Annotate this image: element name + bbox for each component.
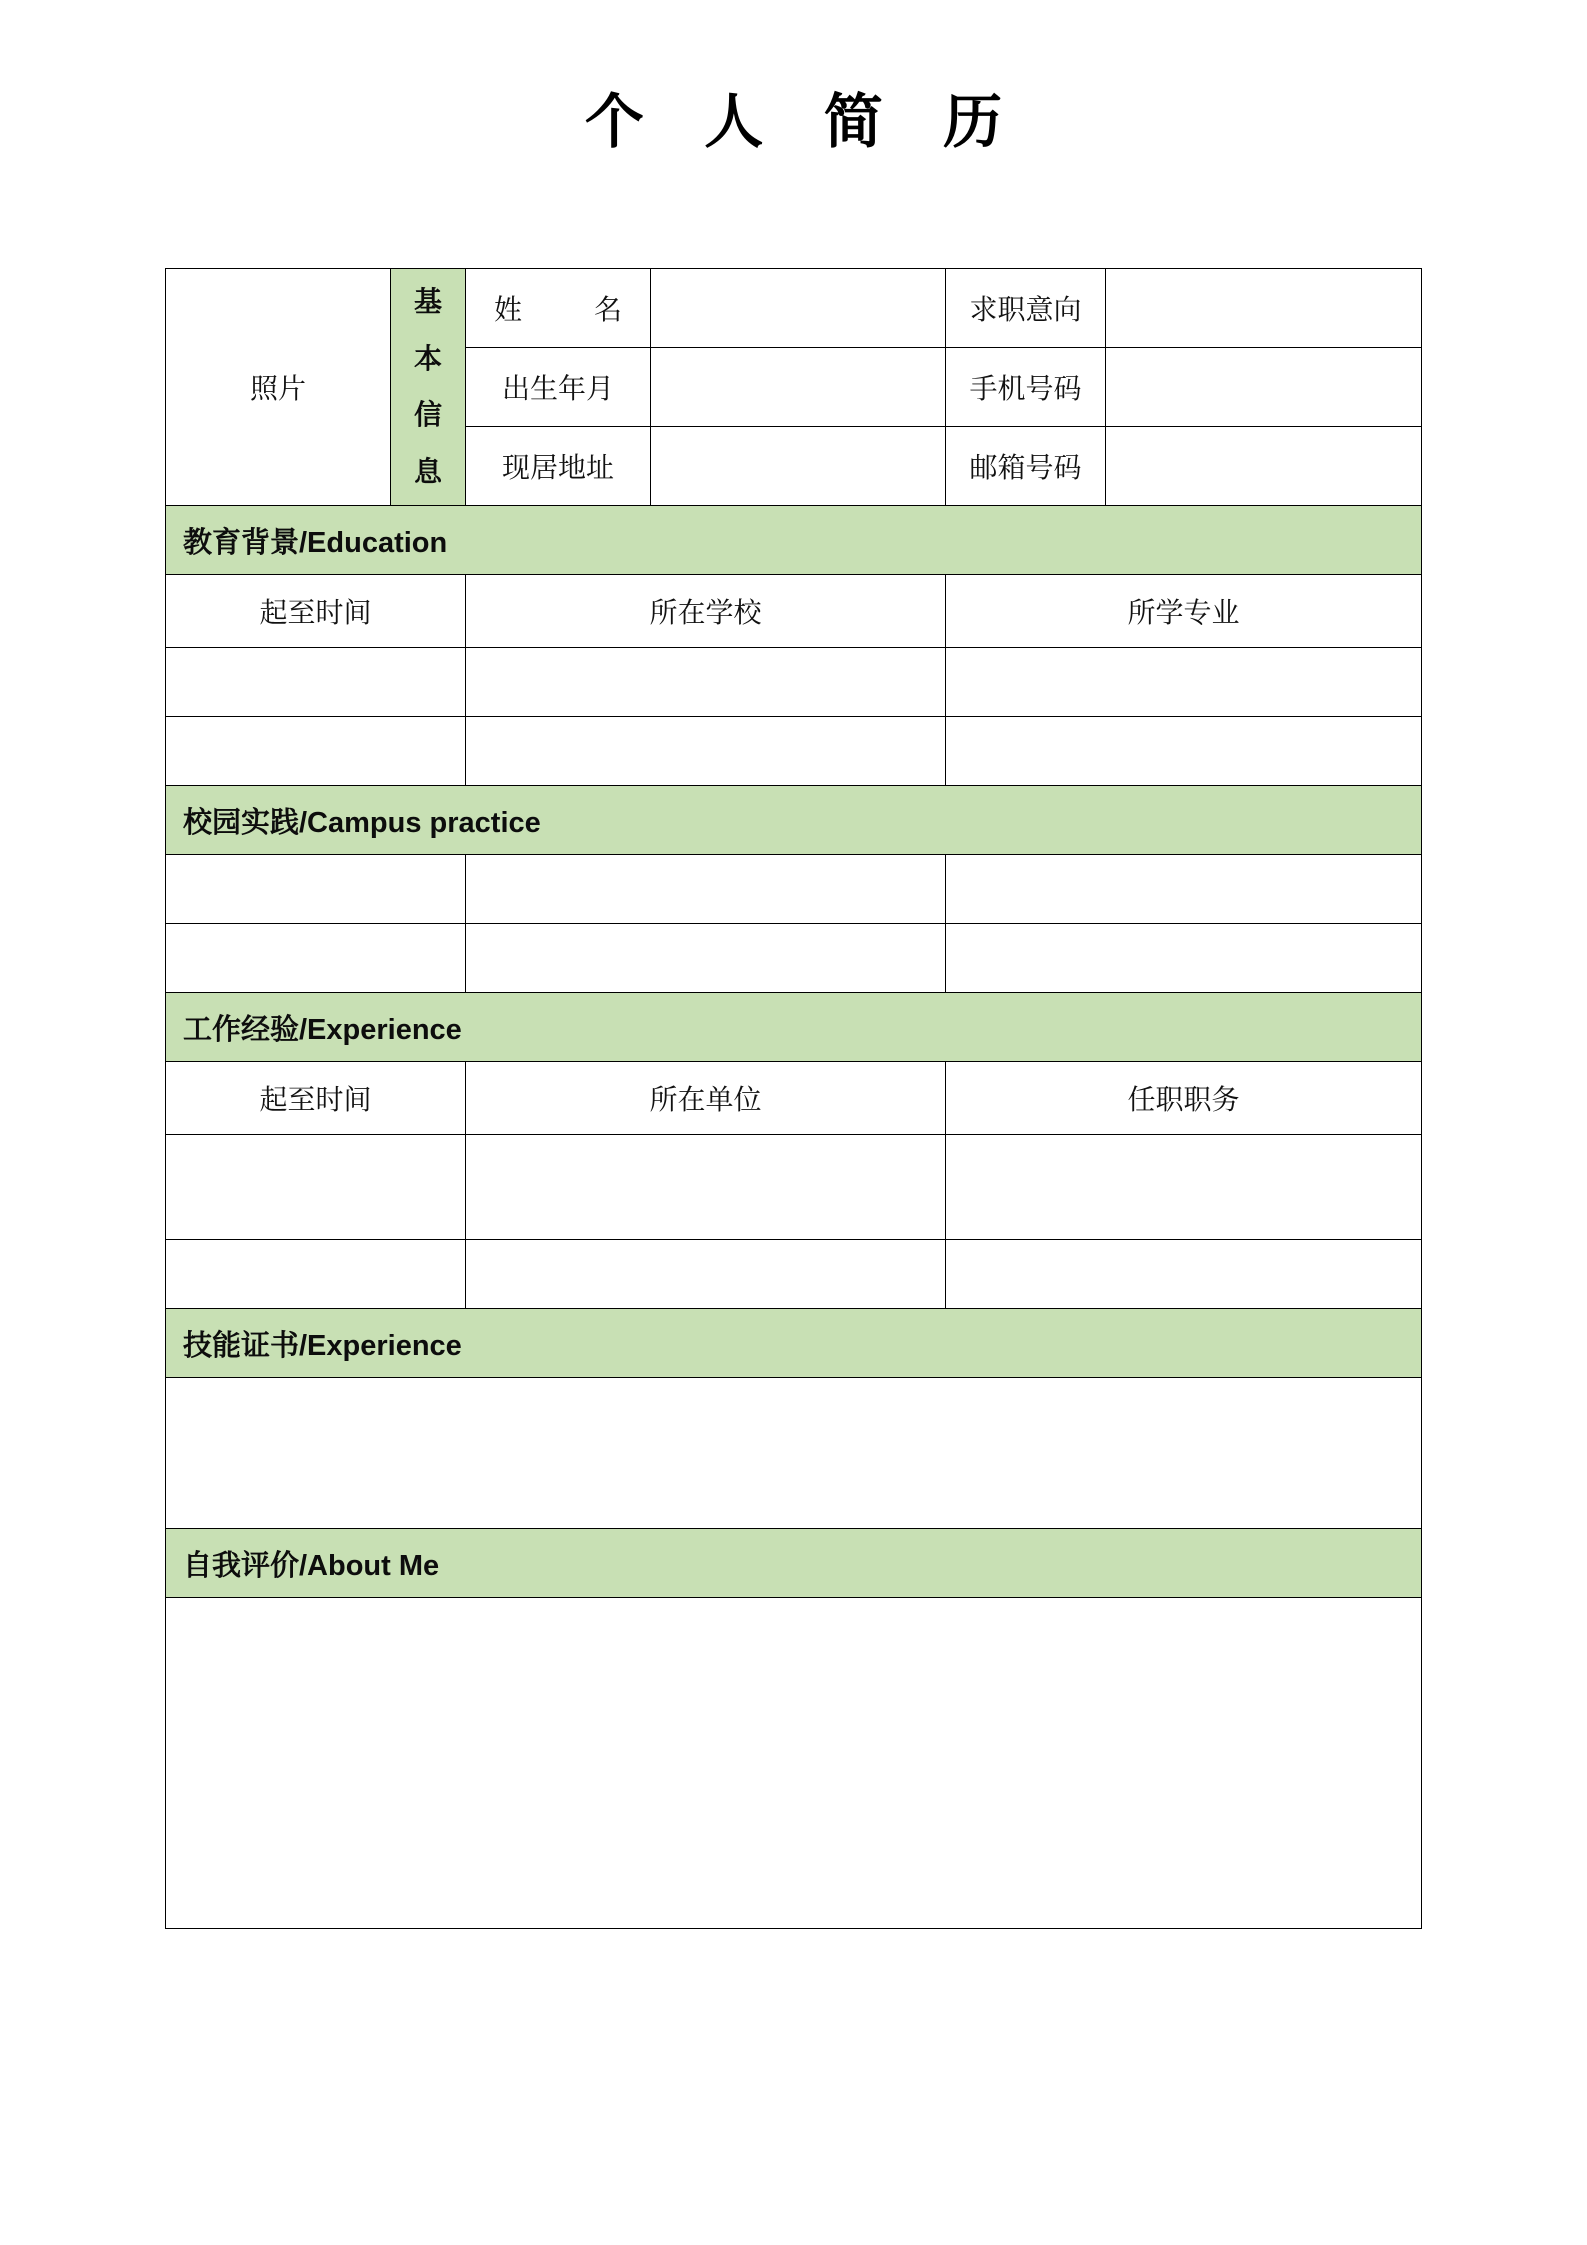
experience-header-period: 起至时间: [166, 1062, 466, 1135]
experience-table-row: [166, 1240, 1422, 1309]
section-heading-education-row: [166, 506, 1422, 575]
value-current-address[interactable]: [651, 427, 946, 506]
campus-practice-cell-1[interactable]: [166, 924, 466, 993]
section-heading-about-me-label: 自我评价/About Me: [183, 1549, 440, 1582]
section-heading-experience: [166, 993, 1422, 1062]
vertical-char-2: 本: [413, 342, 442, 374]
section-heading-education-label: 教育背景/Education: [183, 526, 448, 559]
experience-cell-position[interactable]: [946, 1135, 1422, 1240]
experience-cell-period[interactable]: [166, 1240, 466, 1309]
value-job-intention[interactable]: [1106, 269, 1422, 348]
basic-info-vertical-label: [391, 269, 466, 506]
vertical-char-3: 信: [413, 399, 442, 431]
experience-cell-company[interactable]: [466, 1240, 946, 1309]
experience-header-position: 任职职务: [946, 1062, 1422, 1135]
section-heading-experience-label: 工作经验/Experience: [183, 1013, 462, 1046]
section-heading-campus-practice-label: 校园实践/Campus practice: [183, 806, 541, 839]
skills-content-area[interactable]: [166, 1378, 1422, 1529]
value-birth-date[interactable]: [651, 348, 946, 427]
education-cell-major[interactable]: [946, 717, 1422, 786]
value-mobile-number[interactable]: [1106, 348, 1422, 427]
section-heading-about-me: [166, 1529, 1422, 1598]
label-birth-date: 出生年月: [466, 348, 651, 427]
education-header-major: 所学专业: [946, 575, 1422, 648]
vertical-char-1: 基: [413, 286, 442, 317]
label-current-address: 现居地址: [466, 427, 651, 506]
education-table-row: [166, 648, 1422, 717]
label-name: [466, 269, 651, 348]
experience-header-company: 所在单位: [466, 1062, 946, 1135]
education-header-school: 所在学校: [466, 575, 946, 648]
page-title: 个 人 简 历: [584, 89, 1025, 155]
experience-column-headers: [166, 1062, 1422, 1135]
label-email: 邮箱号码: [946, 427, 1106, 506]
basic-info-vertical-text: [391, 282, 465, 492]
value-name[interactable]: [651, 269, 946, 348]
skills-content-row: [166, 1378, 1422, 1529]
experience-table-row: [166, 1135, 1422, 1240]
education-cell-major[interactable]: [946, 648, 1422, 717]
section-heading-campus-practice-row: [166, 786, 1422, 855]
photo-placeholder[interactable]: 照片: [166, 269, 391, 506]
basic-info-row-1: [166, 269, 1422, 348]
section-heading-education: [166, 506, 1422, 575]
education-cell-period[interactable]: [166, 648, 466, 717]
campus-practice-cell-3[interactable]: [946, 855, 1422, 924]
about-me-content-area[interactable]: [166, 1598, 1422, 1929]
about-me-content-row: [166, 1598, 1422, 1929]
campus-practice-cell-2[interactable]: [466, 924, 946, 993]
education-column-headers: [166, 575, 1422, 648]
education-table-row: [166, 717, 1422, 786]
section-heading-campus-practice: [166, 786, 1422, 855]
experience-cell-position[interactable]: [946, 1240, 1422, 1309]
campus-practice-table-row: [166, 924, 1422, 993]
campus-practice-cell-1[interactable]: [166, 855, 466, 924]
resume-table: [165, 268, 1422, 1929]
value-email[interactable]: [1106, 427, 1422, 506]
section-heading-skills-row: [166, 1309, 1422, 1378]
section-heading-about-me-row: [166, 1529, 1422, 1598]
experience-cell-company[interactable]: [466, 1135, 946, 1240]
vertical-char-4: 息: [413, 455, 442, 487]
section-heading-skills: [166, 1309, 1422, 1378]
experience-cell-period[interactable]: [166, 1135, 466, 1240]
education-cell-school[interactable]: [466, 648, 946, 717]
education-cell-school[interactable]: [466, 717, 946, 786]
section-heading-skills-label: 技能证书/Experience: [183, 1329, 462, 1362]
label-name-text: 姓 名: [493, 294, 644, 325]
label-mobile-number: 手机号码: [946, 348, 1106, 427]
campus-practice-cell-3[interactable]: [946, 924, 1422, 993]
campus-practice-cell-2[interactable]: [466, 855, 946, 924]
education-header-period: 起至时间: [166, 575, 466, 648]
education-cell-period[interactable]: [166, 717, 466, 786]
section-heading-experience-row: [166, 993, 1422, 1062]
label-job-intention: 求职意向: [946, 269, 1106, 348]
campus-practice-table-row: [166, 855, 1422, 924]
